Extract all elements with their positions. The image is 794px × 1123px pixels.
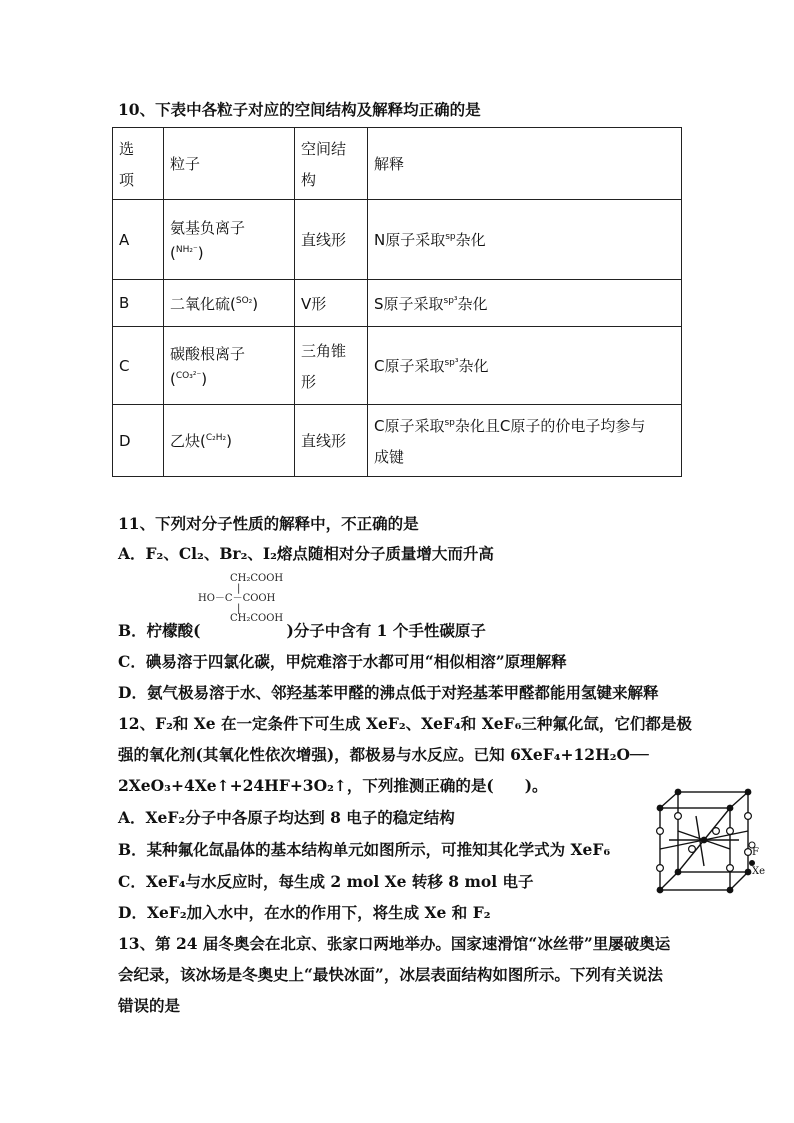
explain-pre: N原子采取: [374, 231, 446, 249]
row-explain: [368, 280, 682, 327]
citric-acid-structure: CH₂COOH | HO－C－COOH | CH₂COOH: [198, 573, 284, 624]
explain-hybrid: sp: [445, 232, 456, 242]
particle-formula-wrap: ($^{NH_2^-}$): [170, 244, 204, 262]
row-option: B: [113, 280, 164, 327]
q13-line2: 会纪录，该冰场是冬奥史上“最快冰面”，冰层表面结构如图所示。下列有关说法: [118, 965, 663, 984]
particle-name: 乙炔: [170, 432, 201, 450]
row-option: C: [113, 327, 164, 405]
particle-name: 二氧化硫: [170, 294, 231, 313]
particle-name: 碳酸根离子: [170, 345, 246, 363]
header-structure-l1: 空间结: [301, 139, 347, 158]
xef-crystal-diagram: [648, 786, 772, 898]
q10-title: 10、下表中各粒子对应的空间结构及解释均正确的是: [118, 100, 481, 119]
row-structure: 直线形: [295, 200, 368, 280]
citric-bottom: CH₂COOH: [230, 613, 284, 624]
row-particle: [164, 327, 295, 405]
table-row: [113, 405, 682, 477]
explain-hybrid: sp³: [443, 295, 458, 306]
structure-l1: 三角锥: [301, 341, 347, 360]
q12-line1: 12、F₂和 Xe 在一定条件下可生成 XeF₂、XeF₄和 XeF₆三种氟化氙，它们都是极: [118, 714, 692, 733]
row-structure: [295, 327, 368, 405]
header-structure-l2: 构: [301, 170, 317, 189]
q11-option-c: C．碘易溶于四氯化碳，甲烷难溶于水都可用“相似相溶”原理解释: [118, 652, 567, 671]
row-option: A: [113, 200, 164, 280]
q12-line2: 强的氧化剂(其氧化性依次增强)，都极易与水反应。已知 6XeF₄+12H₂O──: [118, 745, 649, 764]
explain-l2: 成键: [374, 447, 405, 466]
q12-line3: 2XeO₃+4Xe↑+24HF+3O₂↑，下列推测正确的是( )。: [118, 776, 548, 795]
q11-b-post: )分子中含有 1 个手性碳原子: [286, 621, 486, 640]
particle-name: 氨基负离子: [170, 219, 246, 237]
citric-top: CH₂COOH: [230, 573, 284, 584]
table-row: [113, 327, 682, 405]
header-structure: [295, 128, 368, 200]
legend-f-label: F: [752, 847, 759, 858]
explain-post: 杂化且C原子的价电子均参与: [454, 416, 646, 435]
q11-title: 11、下列对分子性质的解释中，不正确的是: [118, 514, 419, 533]
explain-pre: S原子采取: [374, 294, 444, 313]
row-particle: 二氧化硫($^{SO_2}$): [164, 280, 295, 327]
explain-hybrid: sp: [444, 417, 455, 428]
q10-table: [112, 127, 682, 477]
explain-pre: C原子采取: [374, 357, 445, 375]
row-explain: [368, 327, 682, 405]
table-row: [113, 280, 682, 327]
table-header-row: [113, 128, 682, 200]
particle-formula: CO₃²⁻: [175, 371, 202, 381]
q13-line1: 13、第 24 届冬奥会在北京、张家口两地举办。国家速滑馆“冰丝带”里屡破奥运: [118, 934, 671, 953]
header-option-l2: 项: [119, 170, 135, 189]
header-option: [113, 128, 164, 200]
structure-l2: 形: [301, 372, 317, 391]
row-particle: [164, 200, 295, 280]
header-particle: 粒子: [164, 128, 295, 200]
header-option-l1: 选: [119, 139, 135, 158]
particle-formula-wrap: ($^{CO_3^{2-}}$): [170, 370, 208, 388]
row-explain: [368, 200, 682, 280]
explain-post: 杂化: [457, 294, 488, 313]
explain-post: 杂化: [458, 357, 489, 375]
q12-option-d: D．XeF₂加入水中，在水的作用下，将生成 Xe 和 F₂: [118, 903, 491, 922]
row-particle: 乙炔($^{C_2H_2}$): [164, 405, 295, 477]
q11-option-b: [118, 619, 486, 641]
citric-mid: HO－C－COOH: [198, 593, 276, 604]
particle-formula: C₂H₂: [205, 433, 227, 443]
header-explain: 解释: [368, 128, 682, 200]
q12-option-c: C．XeF₄与水反应时，每生成 2 mol Xe 转移 8 mol 电子: [118, 872, 534, 891]
explain-post: 杂化: [455, 231, 486, 249]
q13-line3: 错误的是: [118, 996, 181, 1015]
row-structure: V形: [295, 280, 368, 327]
q11-option-a: A．F₂、Cl₂、Br₂、I₂熔点随相对分子质量增大而升高: [118, 544, 494, 563]
explain-pre: C原子采取: [374, 416, 445, 435]
table-row: [113, 200, 682, 280]
row-structure: 直线形: [295, 405, 368, 477]
legend-xe-label: Xe: [752, 866, 766, 877]
row-option: D: [113, 405, 164, 477]
q11-option-d: D．氨气极易溶于水、邻羟基苯甲醛的沸点低于对羟基苯甲醛都能用氢键来解释: [118, 683, 659, 702]
particle-formula: NH₂⁻: [175, 245, 198, 255]
q11-b-pre: B．柠檬酸(: [118, 621, 201, 640]
explain-hybrid: sp³: [444, 358, 459, 368]
particle-formula: SO₂: [235, 295, 253, 306]
q12-option-b: B．某种氟化氙晶体的基本结构单元如图所示，可推知其化学式为 XeF₆: [118, 840, 611, 859]
q12-option-a: A．XeF₂分子中各原子均达到 8 电子的稳定结构: [118, 808, 455, 827]
row-explain: [368, 405, 682, 477]
